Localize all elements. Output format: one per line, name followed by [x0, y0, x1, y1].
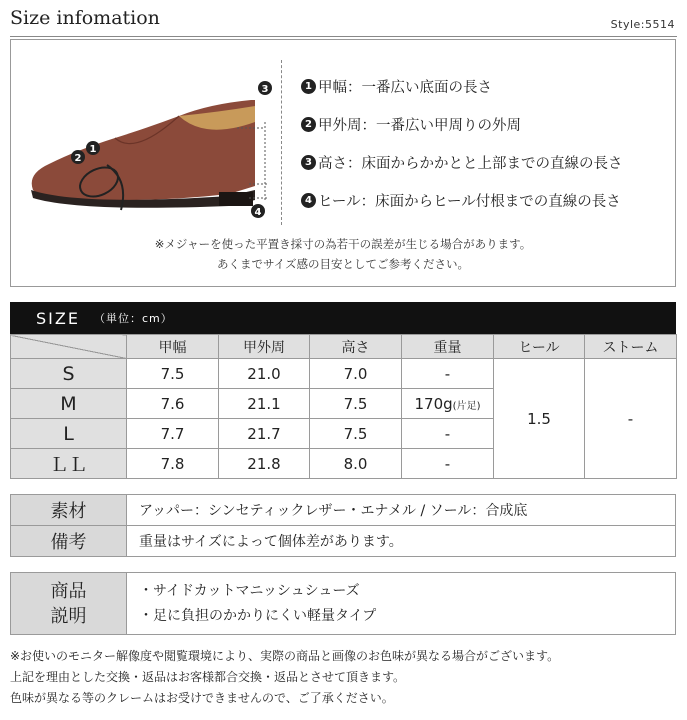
measurement-text: 高さ：床面からかかとと上部までの直線の長さ: [318, 155, 623, 172]
weight-number: -: [444, 454, 451, 473]
weight-value: [402, 359, 494, 389]
remarks-row: [11, 526, 676, 557]
header-height: 高さ: [310, 335, 402, 359]
weight-value: [402, 419, 494, 449]
header-width: 甲幅: [127, 335, 219, 359]
number-badge: 4: [301, 193, 316, 208]
header-weight: 重量: [402, 335, 494, 359]
svg-text:3: 3: [261, 84, 269, 95]
girth-value: 21.7: [219, 419, 310, 449]
number-badge: 2: [301, 117, 316, 132]
badge-2: [71, 150, 85, 164]
header-storm: ストーム: [585, 335, 677, 359]
measurement-text: 甲外周：一番広い甲周りの外周: [318, 117, 521, 134]
remarks-value: 重量はサイズによって個体差があります。: [127, 526, 676, 557]
note-line-1: ※メジャーを使った平置き採寸の為若干の誤差が生じる場合があります。: [154, 237, 532, 251]
height-value: 8.0: [310, 449, 402, 479]
size-label: ＬＬ: [11, 449, 127, 479]
weight-value: [402, 449, 494, 479]
footer-line-1: ※お使いのモニター解像度や閲覧環境により、実際の商品と画像のお色味が異なる場合がございます。: [10, 649, 560, 663]
footer-note: [10, 646, 680, 709]
size-title: SIZE: [36, 308, 80, 328]
number-badge: 1: [301, 79, 316, 94]
measurement-item: [301, 105, 623, 143]
weight-number: -: [444, 424, 451, 443]
girth-value: 21.0: [219, 359, 310, 389]
number-badge: 3: [301, 155, 316, 170]
table-header-row: [11, 335, 677, 359]
table-row: [11, 359, 677, 389]
badge-4: [251, 204, 265, 218]
weight-number: 170g: [414, 394, 453, 413]
product-row: [11, 573, 676, 635]
measurement-text: 甲幅：一番広い底面の長さ: [318, 79, 492, 96]
height-value: 7.0: [310, 359, 402, 389]
product-description: [127, 573, 676, 635]
material-value: アッパー：シンセティックレザー・エナメル / ソール：合成底: [127, 495, 676, 526]
footer-line-3: 色味が異なる等のクレームはお受けできませんので、ご了承ください。: [10, 691, 394, 705]
product-table: [10, 572, 676, 635]
note-line-2: あくまでサイズ感の目安としてご参考ください。: [216, 257, 470, 271]
weight-number: -: [444, 364, 451, 383]
size-table: [10, 334, 677, 479]
measurement-item: [301, 67, 623, 105]
size-label: S: [11, 359, 127, 389]
girth-value: 21.1: [219, 389, 310, 419]
height-value: 7.5: [310, 419, 402, 449]
product-item: ・足に負担のかかりにくい軽量タイプ: [139, 607, 377, 624]
width-value: 7.8: [127, 449, 219, 479]
measurement-item: [301, 181, 623, 219]
weight-value: [402, 389, 494, 419]
measurement-text: ヒール：床面からヒール付根までの直線の長さ: [318, 193, 621, 210]
header-divider: [10, 36, 677, 37]
header-girth: 甲外周: [219, 335, 310, 359]
measurement-list: [301, 67, 623, 219]
footer-line-2: 上記を理由とした交換・返品はお客様都合交換・返品とさせて頂きます。: [10, 670, 406, 684]
svg-text:4: 4: [254, 207, 262, 218]
width-value: 7.7: [127, 419, 219, 449]
shoe-diagram: [19, 70, 281, 230]
dashed-divider: [281, 60, 282, 225]
girth-value: 21.8: [219, 449, 310, 479]
weight-note: (片足): [452, 400, 481, 412]
product-label-line-2: 説明: [50, 605, 87, 627]
badge-3: [258, 81, 272, 95]
page-title: Size infomation: [10, 7, 160, 29]
size-label: L: [11, 419, 127, 449]
measurement-item: [301, 143, 623, 181]
product-item: ・サイドカットマニッシュシューズ: [139, 582, 360, 599]
material-row: [11, 495, 676, 526]
product-label-line-1: 商品: [50, 580, 87, 602]
product-label: [11, 573, 127, 635]
svg-text:1: 1: [89, 144, 97, 155]
remarks-label: 備考: [11, 526, 127, 557]
height-value: 7.5: [310, 389, 402, 419]
measurement-info-box: [10, 39, 676, 287]
shoe-image: [31, 100, 255, 208]
measurement-note: [11, 234, 675, 274]
material-label: 素材: [11, 495, 127, 526]
size-unit: （単位：cm）: [93, 312, 173, 325]
svg-text:2: 2: [74, 153, 82, 164]
header-heel: ヒール: [494, 335, 585, 359]
badge-1: [86, 141, 100, 155]
size-section-header: [10, 302, 676, 334]
storm-value: -: [585, 359, 677, 479]
size-label: M: [11, 389, 127, 419]
width-value: 7.6: [127, 389, 219, 419]
style-code: Style:5514: [610, 18, 675, 31]
material-table: [10, 494, 676, 557]
corner-cell: [11, 335, 127, 359]
heel-value: 1.5: [494, 359, 585, 479]
width-value: 7.5: [127, 359, 219, 389]
